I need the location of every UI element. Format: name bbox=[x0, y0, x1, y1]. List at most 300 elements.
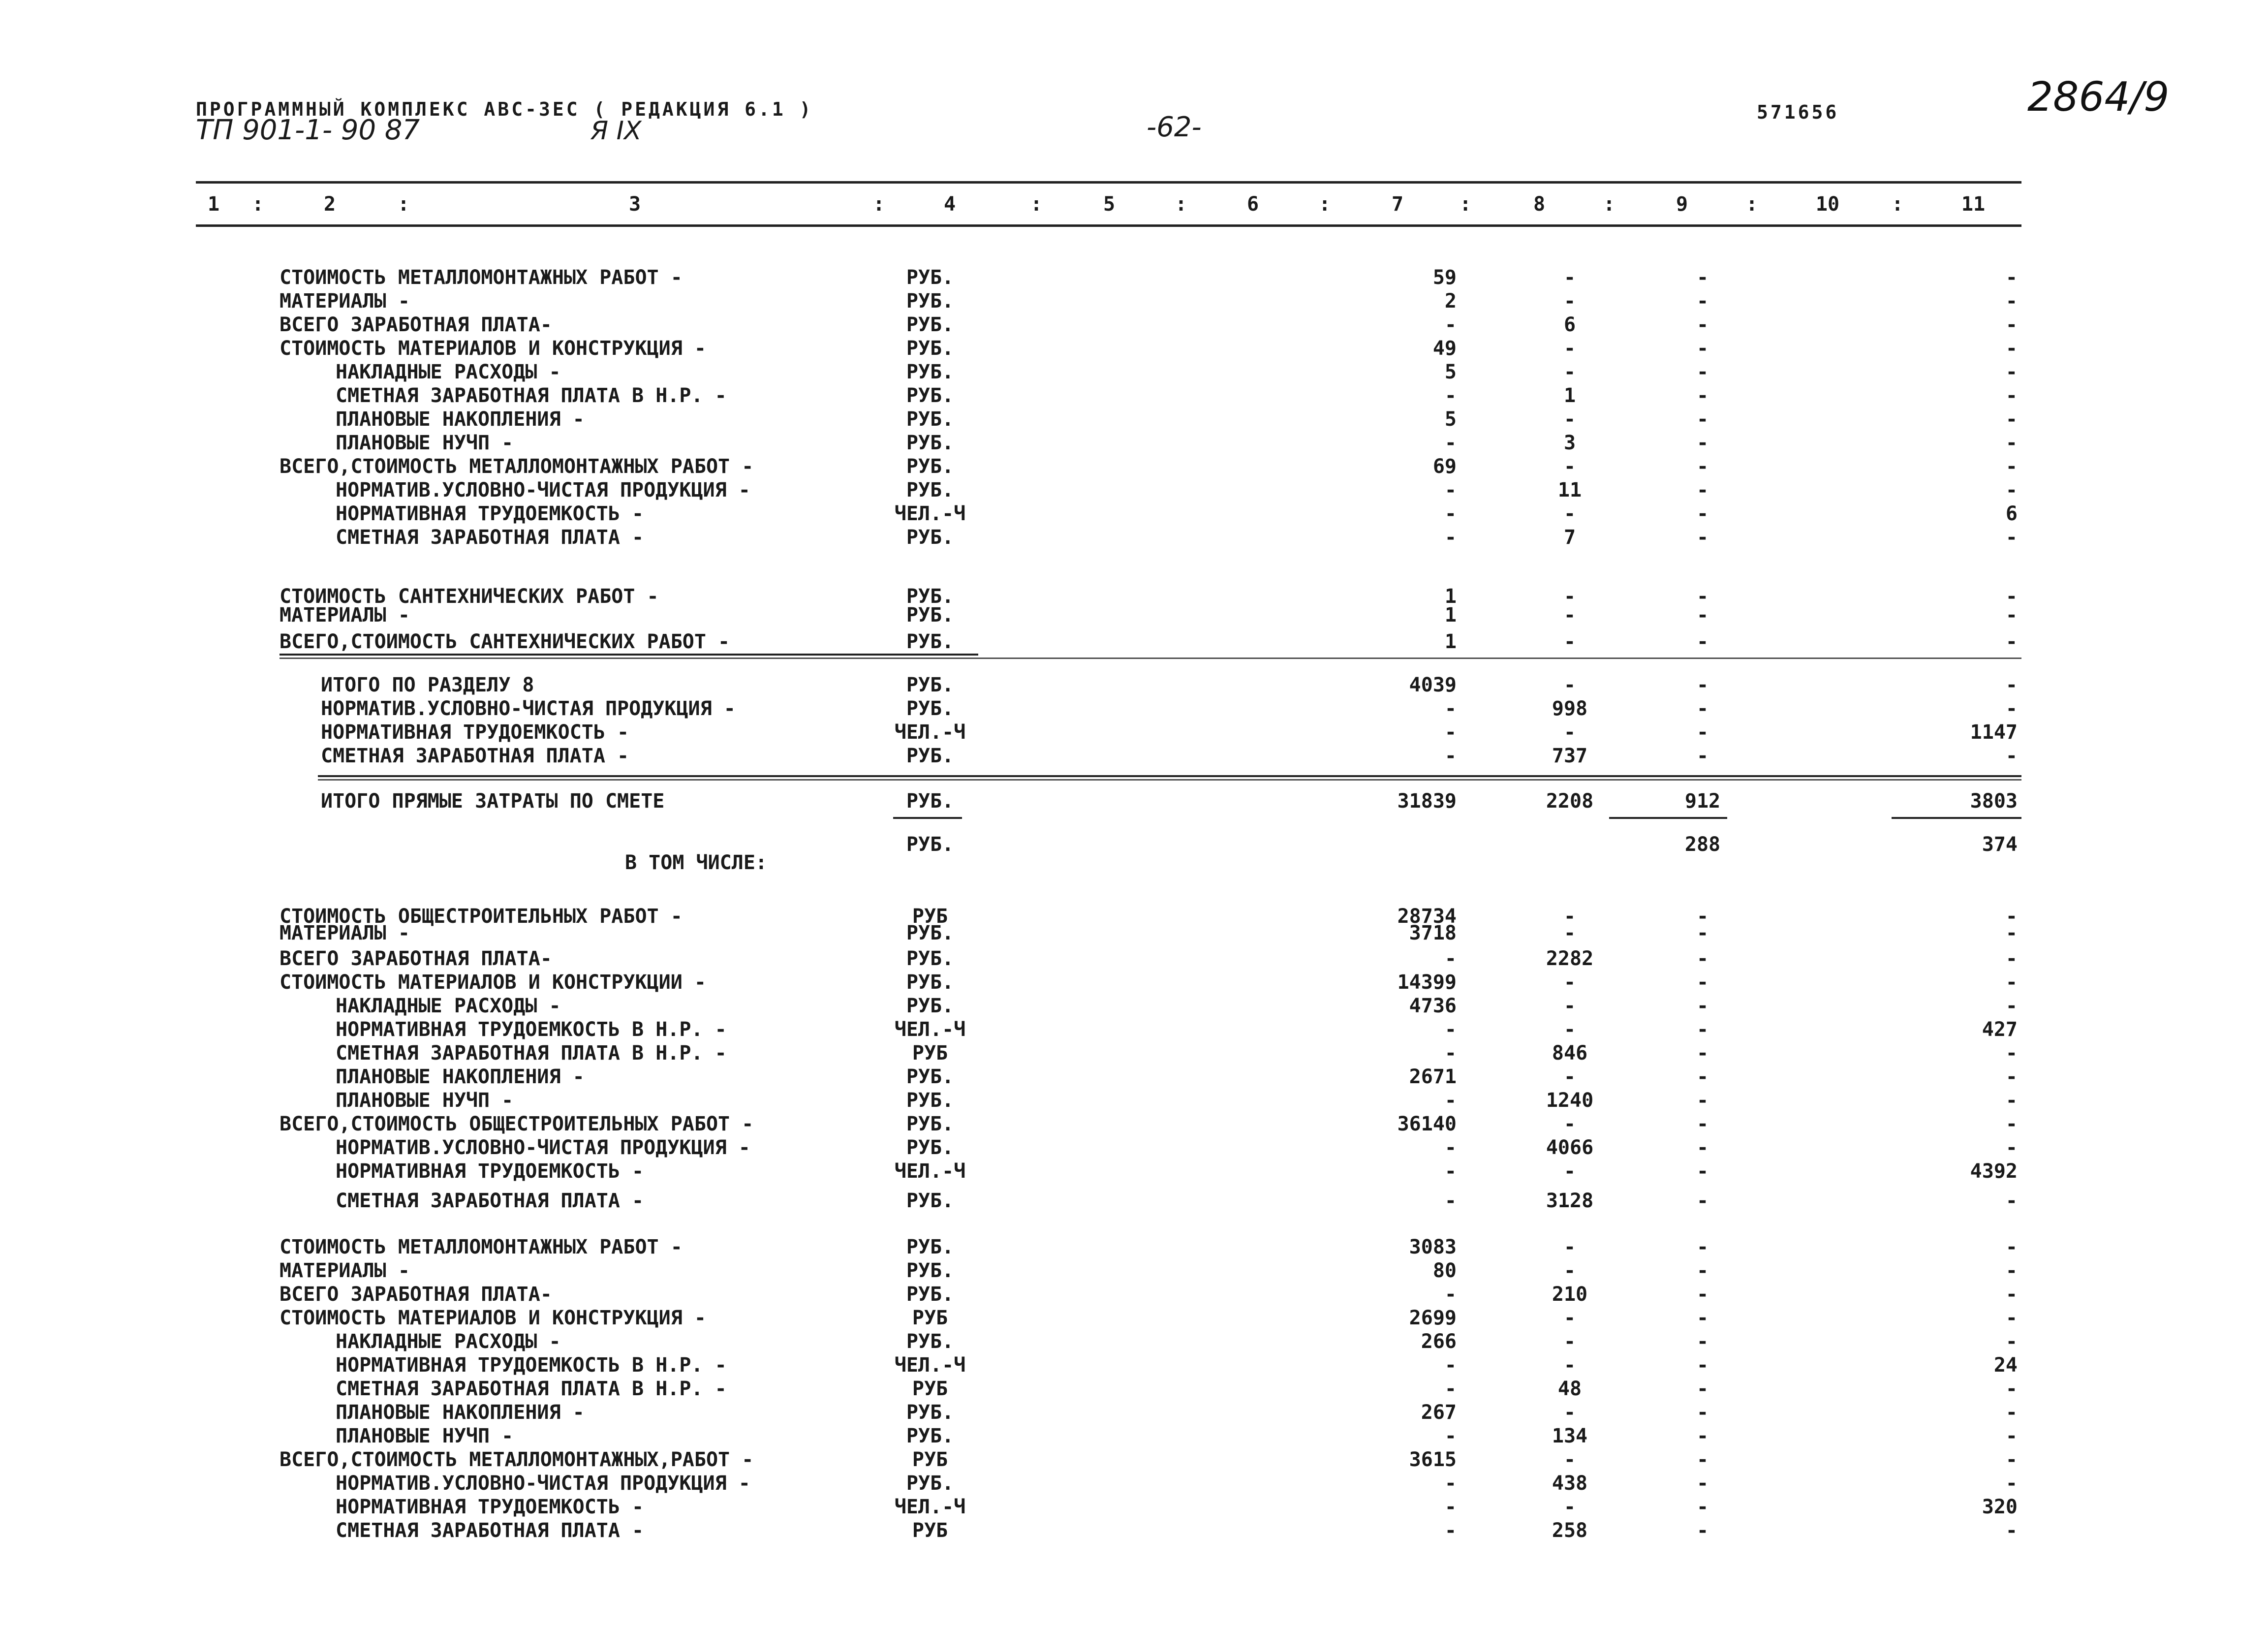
table-row bbox=[0, 1235, 2268, 1259]
unit-cell: РУБ. bbox=[906, 290, 954, 313]
unit-cell: РУБ. bbox=[906, 604, 954, 627]
column-8-value: - bbox=[1563, 408, 1576, 431]
column-7-value: 267 bbox=[1421, 1401, 1457, 1424]
column-7-value: 69 bbox=[1432, 455, 1457, 478]
column-8-value: 7 bbox=[1563, 526, 1576, 549]
column-9-value: - bbox=[1696, 1330, 1709, 1353]
unit-cell: РУБ. bbox=[906, 833, 954, 856]
column-8-value: 1240 bbox=[1546, 1089, 1594, 1112]
column-8-value: 4066 bbox=[1546, 1136, 1594, 1159]
row-label: НАКЛАДНЫЕ РАСХОДЫ - bbox=[336, 995, 561, 1017]
column-11-value: 3803 bbox=[1970, 790, 2018, 813]
subheading: В ТОМ ЧИСЛЕ: bbox=[625, 851, 767, 874]
unit-cell: РУБ. bbox=[906, 1190, 954, 1212]
column-8-value: 134 bbox=[1552, 1425, 1588, 1447]
row-label: НОРМАТИВНАЯ ТРУДОЕМКОСТЬ - bbox=[336, 502, 644, 525]
document-code: 571656 bbox=[1757, 101, 1839, 123]
column-8-value: 846 bbox=[1552, 1042, 1588, 1065]
unit-cell: РУБ. bbox=[906, 674, 954, 696]
subtotal-rule bbox=[1609, 817, 1727, 819]
column-8-value: 210 bbox=[1552, 1283, 1588, 1306]
column-8-value: - bbox=[1563, 995, 1576, 1017]
column-7-value: - bbox=[1444, 745, 1457, 767]
table-row bbox=[0, 1160, 2268, 1183]
column-11-value: - bbox=[2005, 947, 2018, 970]
section-mark: Я IX bbox=[590, 116, 642, 146]
column-8-value: - bbox=[1563, 1496, 1576, 1518]
column-11-value: - bbox=[2005, 604, 2018, 627]
table-row bbox=[0, 673, 2268, 697]
column-11-value: 6 bbox=[2005, 502, 2018, 525]
unit-cell: РУБ. bbox=[906, 1472, 954, 1495]
column-9-value: - bbox=[1696, 697, 1709, 720]
row-label: НОРМАТИВНАЯ ТРУДОЕМКОСТЬ - bbox=[336, 1160, 644, 1183]
column-9-value: - bbox=[1696, 745, 1709, 767]
header-rule-top bbox=[196, 181, 2021, 184]
column-7-value: 3083 bbox=[1409, 1236, 1457, 1258]
column-number: 8 bbox=[1533, 193, 1546, 216]
column-9-value: - bbox=[1696, 1448, 1709, 1471]
column-8-value: - bbox=[1563, 1236, 1576, 1258]
column-8-value: - bbox=[1563, 1307, 1576, 1329]
column-8-value: 2282 bbox=[1546, 947, 1594, 970]
column-8-value: - bbox=[1563, 1113, 1576, 1135]
section-rule bbox=[318, 775, 2021, 777]
table-row bbox=[0, 789, 2268, 813]
column-7-value: 49 bbox=[1432, 337, 1457, 360]
column-8-value: 6 bbox=[1563, 313, 1576, 336]
table-row bbox=[0, 502, 2268, 526]
table-row bbox=[0, 1330, 2268, 1353]
row-label: ПЛАНОВЫЕ НУЧП - bbox=[336, 1425, 514, 1447]
column-11-value: - bbox=[2005, 432, 2018, 454]
column-11-value: 1147 bbox=[1970, 721, 2018, 744]
column-11-value: - bbox=[2005, 1401, 2018, 1424]
unit-cell: РУБ. bbox=[906, 1113, 954, 1135]
column-7-value: - bbox=[1444, 1425, 1457, 1447]
column-7-value: 1 bbox=[1444, 585, 1457, 608]
column-7-value: - bbox=[1444, 1018, 1457, 1041]
column-9-value: - bbox=[1696, 479, 1709, 502]
unit-cell: РУБ bbox=[912, 1042, 948, 1065]
column-11-value: - bbox=[2005, 1066, 2018, 1088]
table-row bbox=[0, 360, 2268, 384]
table-row bbox=[0, 1041, 2268, 1065]
column-11-value: - bbox=[2005, 361, 2018, 383]
archive-number: 2864/9 bbox=[2027, 74, 2170, 121]
column-11-value: - bbox=[2005, 337, 2018, 360]
unit-cell: РУБ bbox=[912, 1448, 948, 1471]
table-row bbox=[0, 1472, 2268, 1495]
column-7-value: - bbox=[1444, 526, 1457, 549]
column-7-value: 1 bbox=[1444, 604, 1457, 627]
row-label: СТОИМОСТЬ МАТЕРИАЛОВ И КОНСТРУКЦИЯ - bbox=[280, 337, 706, 360]
column-9-value: 288 bbox=[1684, 833, 1721, 856]
column-9-value: - bbox=[1696, 1042, 1709, 1065]
unit-cell: РУБ. bbox=[906, 1259, 954, 1282]
table-row bbox=[0, 526, 2268, 549]
column-7-value: - bbox=[1444, 479, 1457, 502]
unit-cell: РУБ. bbox=[906, 479, 954, 502]
table-row bbox=[0, 1136, 2268, 1160]
table-row bbox=[0, 289, 2268, 313]
column-11-value: - bbox=[2005, 1190, 2018, 1212]
column-7-value: 5 bbox=[1444, 408, 1457, 431]
row-label: СТОИМОСТЬ МАТЕРИАЛОВ И КОНСТРУКЦИЯ - bbox=[280, 1307, 706, 1329]
row-label: МАТЕРИАЛЫ - bbox=[280, 604, 410, 627]
column-8-value: 258 bbox=[1552, 1519, 1588, 1542]
column-11-value: - bbox=[2005, 1378, 2018, 1400]
row-label: ВСЕГО,СТОИМОСТЬ МЕТАЛЛОМОНТАЖНЫХ,РАБОТ - bbox=[280, 1448, 754, 1471]
column-11-value: - bbox=[2005, 1425, 2018, 1447]
table-row bbox=[0, 337, 2268, 360]
unit-cell: РУБ bbox=[912, 1307, 948, 1329]
column-9-value: - bbox=[1696, 1425, 1709, 1447]
row-label: НАКЛАДНЫЕ РАСХОДЫ - bbox=[336, 361, 561, 383]
unit-cell: ЧЕЛ.-Ч bbox=[894, 721, 966, 744]
row-label: ПЛАНОВЫЕ НУЧП - bbox=[336, 1089, 514, 1112]
column-8-value: - bbox=[1563, 1448, 1576, 1471]
column-11-value: - bbox=[2005, 1283, 2018, 1306]
table-row bbox=[0, 921, 2268, 945]
unit-cell: РУБ. bbox=[906, 697, 954, 720]
column-9-value: - bbox=[1696, 502, 1709, 525]
column-8-value: - bbox=[1563, 604, 1576, 627]
column-11-value: - bbox=[2005, 697, 2018, 720]
column-7-value: - bbox=[1444, 502, 1457, 525]
table-row bbox=[0, 1306, 2268, 1330]
column-8-value: - bbox=[1563, 674, 1576, 696]
column-11-value: - bbox=[2005, 922, 2018, 944]
column-7-value: 1 bbox=[1444, 630, 1457, 653]
column-11-value: - bbox=[2005, 455, 2018, 478]
table-row bbox=[0, 266, 2268, 289]
column-number: 3 bbox=[628, 193, 641, 216]
column-8-value: - bbox=[1563, 361, 1576, 383]
unit-cell: РУБ. bbox=[906, 922, 954, 944]
unit-cell: РУБ. bbox=[906, 1236, 954, 1258]
unit-cell: РУБ. bbox=[906, 1136, 954, 1159]
table-row bbox=[0, 1353, 2268, 1377]
table-row bbox=[0, 1519, 2268, 1542]
column-7-value: - bbox=[1444, 721, 1457, 744]
unit-cell: ЧЕЛ.-Ч bbox=[894, 1160, 966, 1183]
column-9-value: - bbox=[1696, 674, 1709, 696]
column-number: 5 bbox=[1103, 193, 1116, 216]
column-11-value: - bbox=[2005, 630, 2018, 653]
row-label: ПЛАНОВЫЕ НАКОПЛЕНИЯ - bbox=[336, 1401, 585, 1424]
table-row bbox=[0, 697, 2268, 721]
column-8-value: - bbox=[1563, 1259, 1576, 1282]
column-8-value: - bbox=[1563, 721, 1576, 744]
column-7-value: - bbox=[1444, 1496, 1457, 1518]
table-row bbox=[0, 1089, 2268, 1112]
row-label: СТОИМОСТЬ МЕТАЛЛОМОНТАЖНЫХ РАБОТ - bbox=[280, 1236, 683, 1258]
column-8-value: - bbox=[1563, 1018, 1576, 1041]
column-8-value: 438 bbox=[1552, 1472, 1588, 1495]
column-7-value: 4039 bbox=[1409, 674, 1457, 696]
section-rule bbox=[280, 658, 2021, 659]
column-7-value: 59 bbox=[1432, 266, 1457, 289]
unit-cell: РУБ. bbox=[906, 1401, 954, 1424]
column-8-value: - bbox=[1563, 1066, 1576, 1088]
column-7-value: - bbox=[1444, 1472, 1457, 1495]
column-9-value: - bbox=[1696, 1066, 1709, 1088]
column-11-value: - bbox=[2005, 290, 2018, 313]
column-9-value: - bbox=[1696, 1136, 1709, 1159]
row-label: НОРМАТИВ.УСЛОВНО-ЧИСТАЯ ПРОДУКЦИЯ - bbox=[336, 479, 750, 502]
column-9-value: - bbox=[1696, 1378, 1709, 1400]
column-number: 4 bbox=[943, 193, 956, 216]
column-8-value: - bbox=[1563, 585, 1576, 608]
unit-cell: РУБ. bbox=[906, 1425, 954, 1447]
column-11-value: - bbox=[2005, 1259, 2018, 1282]
table-row bbox=[0, 744, 2268, 768]
column-8-value: 11 bbox=[1557, 479, 1582, 502]
column-11-value: - bbox=[2005, 585, 2018, 608]
column-9-value: - bbox=[1696, 922, 1709, 944]
column-9-value: - bbox=[1696, 1236, 1709, 1258]
unit-cell: РУБ. bbox=[906, 455, 954, 478]
row-label: ВСЕГО ЗАРАБОТНАЯ ПЛАТА- bbox=[280, 947, 552, 970]
table-row bbox=[0, 994, 2268, 1018]
row-label: ИТОГО ПО РАЗДЕЛУ 8 bbox=[321, 674, 534, 696]
row-label: ПЛАНОВЫЕ НУЧП - bbox=[336, 432, 514, 454]
column-9-value: - bbox=[1696, 337, 1709, 360]
unit-cell: РУБ bbox=[912, 905, 948, 928]
table-row bbox=[0, 1189, 2268, 1213]
unit-cell: РУБ. bbox=[906, 947, 954, 970]
row-label: ВСЕГО,СТОИМОСТЬ САНТЕХНИЧЕСКИХ РАБОТ - bbox=[280, 630, 730, 653]
column-8-value: 1 bbox=[1563, 384, 1576, 407]
table-row bbox=[0, 1401, 2268, 1424]
column-9-value: - bbox=[1696, 995, 1709, 1017]
column-9-value: - bbox=[1696, 1089, 1709, 1112]
column-7-value: 5 bbox=[1444, 361, 1457, 383]
column-number: 9 bbox=[1676, 193, 1688, 216]
column-9-value: - bbox=[1696, 361, 1709, 383]
row-label: НОРМАТИВНАЯ ТРУДОЕМКОСТЬ В Н.Р. - bbox=[336, 1018, 727, 1041]
column-8-value: - bbox=[1563, 971, 1576, 994]
column-9-value: - bbox=[1696, 1472, 1709, 1495]
row-label: НОРМАТИВ.УСЛОВНО-ЧИСТАЯ ПРОДУКЦИЯ - bbox=[336, 1472, 750, 1495]
column-8-value: 48 bbox=[1557, 1378, 1582, 1400]
column-8-value: - bbox=[1563, 1160, 1576, 1183]
column-11-value: - bbox=[2005, 266, 2018, 289]
unit-cell: ЧЕЛ.-Ч bbox=[894, 1354, 966, 1377]
row-label: СТОИМОСТЬ ОБЩЕСТРОИТЕЛЬНЫХ РАБОТ - bbox=[280, 905, 683, 928]
column-7-value: 36140 bbox=[1397, 1113, 1457, 1135]
table-row bbox=[0, 971, 2268, 994]
row-label: НАКЛАДНЫЕ РАСХОДЫ - bbox=[336, 1330, 561, 1353]
column-9-value: - bbox=[1696, 1259, 1709, 1282]
column-9-value: - bbox=[1696, 1190, 1709, 1212]
table-row bbox=[0, 603, 2268, 627]
column-7-value: 2671 bbox=[1409, 1066, 1457, 1088]
column-7-value: - bbox=[1444, 1160, 1457, 1183]
unit-cell: РУБ. bbox=[906, 745, 954, 767]
column-9-value: - bbox=[1696, 455, 1709, 478]
unit-cell: РУБ. bbox=[906, 384, 954, 407]
column-7-value: - bbox=[1444, 1042, 1457, 1065]
row-label: СМЕТНАЯ ЗАРАБОТНАЯ ПЛАТА - bbox=[336, 1190, 644, 1212]
unit-cell: РУБ. bbox=[906, 1330, 954, 1353]
column-7-value: - bbox=[1444, 1519, 1457, 1542]
unit-cell: РУБ. bbox=[906, 432, 954, 454]
subtotal-rule bbox=[893, 817, 962, 819]
column-8-value: - bbox=[1563, 630, 1576, 653]
row-label: МАТЕРИАЛЫ - bbox=[280, 922, 410, 944]
column-number: 1 bbox=[207, 193, 220, 216]
column-7-value: 2 bbox=[1444, 290, 1457, 313]
column-8-value: - bbox=[1563, 337, 1576, 360]
column-9-value: - bbox=[1696, 947, 1709, 970]
column-7-value: - bbox=[1444, 1190, 1457, 1212]
column-8-value: - bbox=[1563, 1401, 1576, 1424]
table-row bbox=[0, 478, 2268, 502]
unit-cell: РУБ. bbox=[906, 971, 954, 994]
column-number: 11 bbox=[1961, 193, 1986, 216]
unit-cell: РУБ. bbox=[906, 585, 954, 608]
unit-cell: ЧЕЛ.-Ч bbox=[894, 502, 966, 525]
column-11-value: - bbox=[2005, 1307, 2018, 1329]
column-11-value: 427 bbox=[1982, 1018, 2018, 1041]
column-11-value: - bbox=[2005, 384, 2018, 407]
column-9-value: - bbox=[1696, 1401, 1709, 1424]
column-11-value: - bbox=[2005, 674, 2018, 696]
column-11-value: - bbox=[2005, 1089, 2018, 1112]
column-11-value: - bbox=[2005, 1136, 2018, 1159]
column-8-value: - bbox=[1563, 905, 1576, 928]
column-11-value: - bbox=[2005, 905, 2018, 928]
column-9-value: - bbox=[1696, 905, 1709, 928]
row-label: СМЕТНАЯ ЗАРАБОТНАЯ ПЛАТА В Н.Р. - bbox=[336, 1378, 727, 1400]
row-label: ВСЕГО,СТОИМОСТЬ ОБЩЕСТРОИТЕЛЬНЫХ РАБОТ - bbox=[280, 1113, 754, 1135]
table-row bbox=[0, 1283, 2268, 1306]
column-8-value: - bbox=[1563, 290, 1576, 313]
column-9-value: - bbox=[1696, 1307, 1709, 1329]
unit-cell: ЧЕЛ.-Ч bbox=[894, 1496, 966, 1518]
table-row bbox=[0, 1065, 2268, 1089]
column-7-value: 28734 bbox=[1397, 905, 1457, 928]
column-9-value: - bbox=[1696, 384, 1709, 407]
unit-cell: РУБ. bbox=[906, 408, 954, 431]
column-8-value: 3128 bbox=[1546, 1190, 1594, 1212]
unit-cell: РУБ bbox=[912, 1519, 948, 1542]
column-7-value: - bbox=[1444, 1283, 1457, 1306]
column-9-value: - bbox=[1696, 1283, 1709, 1306]
table-row bbox=[0, 630, 2268, 654]
section-rule bbox=[318, 779, 2021, 781]
column-11-value: - bbox=[2005, 408, 2018, 431]
column-7-value: - bbox=[1444, 1378, 1457, 1400]
unit-cell: РУБ. bbox=[906, 630, 954, 653]
unit-cell: РУБ bbox=[912, 1378, 948, 1400]
table-row bbox=[0, 833, 2268, 856]
table-row bbox=[0, 1018, 2268, 1041]
program-title: ПРОГРАММНЫЙ КОМПЛЕКС АВС-3ЕС ( РЕДАКЦИЯ 6.1 ) bbox=[196, 98, 813, 120]
column-7-value: 266 bbox=[1421, 1330, 1457, 1353]
column-9-value: - bbox=[1696, 266, 1709, 289]
column-8-value: - bbox=[1563, 266, 1576, 289]
column-8-value: - bbox=[1563, 922, 1576, 944]
row-label: ВСЕГО,СТОИМОСТЬ МЕТАЛЛОМОНТАЖНЫХ РАБОТ - bbox=[280, 455, 754, 478]
document-page: ПРОГРАММНЫЙ КОМПЛЕКС АВС-3ЕС ( РЕДАКЦИЯ 6.1 ) ТП 901-1- 90 87 Я IX -62- 571656 2864/9 1 : 2 : 3 : 4 : 5 : 6 : 7 : 8 : 9 : 10 : 11 В ТОМ ЧИСЛЕ: СТОИМОСТЬ МЕТАЛЛОМОНТАЖНЫХ РАБОТ - РУБ. 59 - - - МАТЕРИАЛЫ - РУБ. 2 - - - ВСЕГО ЗАРАБОТНАЯ ПЛАТА- РУБ. - 6 - - СТОИМОСТЬ МАТЕРИАЛОВ И КОНСТРУКЦИЯ - РУБ. 49 - - - НАКЛАДНЫЕ РАСХОДЫ - РУБ. 5 - - - СМЕТНАЯ ЗАРАБОТНАЯ ПЛАТА В Н.Р. - РУБ. - 1 - - ПЛАНОВЫЕ НАКОПЛЕНИЯ - РУБ. 5 - - - ПЛАНОВЫЕ НУЧП - РУБ. - 3 - - ВСЕГО,СТОИМОСТЬ МЕТАЛЛОМОНТАЖНЫХ РАБОТ - РУБ. 69 - - - НОРМАТИВ.УСЛОВНО-ЧИСТАЯ ПРОДУКЦИЯ - РУБ. - 11 - - НОРМАТИВНАЯ ТРУДОЕМКОСТЬ - ЧЕЛ.-Ч - - - 6 СМЕТНАЯ ЗАРАБОТНАЯ ПЛАТА - РУБ. - 7 - - СТОИМОСТЬ САНТЕХНИЧЕСКИХ РАБОТ - РУБ. 1 - - - МАТЕРИАЛЫ - РУБ. 1 - - - ВСЕГО,СТОИМОСТЬ САНТЕХНИЧЕСКИХ РАБОТ - РУБ. 1 - - - ИТОГО ПО РАЗДЕЛУ 8 РУБ. 4039 - - - НОРМАТИВ.УСЛОВНО-ЧИСТАЯ ПРОДУКЦИЯ - РУБ. - 998 - - НОРМАТИВНАЯ ТРУДОЕМКОСТЬ - ЧЕЛ.-Ч - - - 1147 СМЕТНАЯ ЗАРАБОТНАЯ ПЛАТА - РУБ. - 737 - - ИТОГО ПРЯМЫЕ ЗАТРАТЫ ПО СМЕТЕ РУБ. 31839 2208 912 3803 РУБ. 288 374 СТОИМОСТЬ ОБЩЕСТРОИТЕЛЬНЫХ РАБОТ - РУБ 28734 - - - МАТЕРИАЛЫ - РУБ. 3718 - - - ВСЕГО ЗАРАБОТНАЯ ПЛАТА- РУБ. - 2282 - - СТОИМОСТЬ МАТЕРИАЛОВ И КОНСТРУКЦИИ - РУБ. 14399 - - - НАКЛАДНЫЕ РАСХОДЫ - РУБ. 4736 - - - НОРМАТИВНАЯ ТРУДОЕМКОСТЬ В Н.Р. - ЧЕЛ.-Ч - - - 427 СМЕТНАЯ ЗАРАБОТНАЯ ПЛАТА В Н.Р. - РУБ - 846 - - ПЛАНОВЫЕ НАКОПЛЕНИЯ - РУБ. 2671 - - - ПЛАНОВЫЕ НУЧП - РУБ. - 1240 - - ВСЕГО,СТОИМОСТЬ ОБЩЕСТРОИТЕЛЬНЫХ РАБОТ - РУБ. 36140 - - - НОРМАТИВ.УСЛОВНО-ЧИСТАЯ ПРОДУКЦИЯ - РУБ. - 4066 - - НОРМАТИВНАЯ ТРУДОЕМКОСТЬ - ЧЕЛ.-Ч - - - 4392 СМЕТНАЯ ЗАРАБОТНАЯ ПЛАТА - РУБ. - 3128 - - СТОИМОСТЬ МЕТАЛЛОМОНТАЖНЫХ РАБОТ - РУБ. 3083 - - - МАТЕРИАЛЫ - РУБ. 80 - - - ВСЕГО ЗАРАБОТНАЯ ПЛАТА- РУБ. - 210 - - СТОИМОСТЬ МАТЕРИАЛОВ И КОНСТРУКЦИЯ - РУБ 2699 - - - НАКЛАДНЫЕ РАСХОДЫ - РУБ. 266 - - - НОРМАТИВНАЯ ТРУДОЕМКОСТЬ В Н.Р. - ЧЕЛ.-Ч - - - 24 СМЕТНАЯ ЗАРАБОТНАЯ ПЛАТА В Н.Р. - РУБ - 48 - - ПЛАНОВЫЕ НАКОПЛЕНИЯ - РУБ. 267 - - - ПЛАНОВЫЕ НУЧП - РУБ. - 134 - - ВСЕГО,СТОИМОСТЬ МЕТАЛЛОМОНТАЖНЫХ,РАБОТ - РУБ 3615 - - - НОРМАТИВ.УСЛОВНО-ЧИСТАЯ ПРОДУКЦИЯ - РУБ. - 438 - - НОРМАТИВНАЯ ТРУДОЕМКОСТЬ - ЧЕЛ.-Ч - - - 320 СМЕТНАЯ ЗАРАБОТНАЯ ПЛАТА - РУБ - 258 - - bbox=[0, 0, 2268, 1630]
column-7-value: 4736 bbox=[1409, 995, 1457, 1017]
table-row bbox=[0, 1259, 2268, 1283]
table-row bbox=[0, 431, 2268, 455]
column-11-value: - bbox=[2005, 1519, 2018, 1542]
column-7-value: - bbox=[1444, 432, 1457, 454]
unit-cell: ЧЕЛ.-Ч bbox=[894, 1018, 966, 1041]
unit-cell: РУБ. bbox=[906, 1089, 954, 1112]
row-label: ВСЕГО ЗАРАБОТНАЯ ПЛАТА- bbox=[280, 1283, 552, 1306]
unit-cell: РУБ. bbox=[906, 361, 954, 383]
column-9-value: - bbox=[1696, 1018, 1709, 1041]
column-9-value: - bbox=[1696, 971, 1709, 994]
column-9-value: - bbox=[1696, 1160, 1709, 1183]
row-label: НОРМАТИВНАЯ ТРУДОЕМКОСТЬ В Н.Р. - bbox=[336, 1354, 727, 1377]
column-number: 10 bbox=[1815, 193, 1840, 216]
column-9-value: - bbox=[1696, 526, 1709, 549]
column-11-value: 374 bbox=[1982, 833, 2018, 856]
column-11-value: - bbox=[2005, 1448, 2018, 1471]
column-11-value: 24 bbox=[1993, 1354, 2018, 1377]
unit-cell: РУБ. bbox=[906, 526, 954, 549]
row-label: СМЕТНАЯ ЗАРАБОТНАЯ ПЛАТА - bbox=[336, 1519, 644, 1542]
column-9-value: - bbox=[1696, 432, 1709, 454]
column-8-value: - bbox=[1563, 1354, 1576, 1377]
page-number: -62- bbox=[1147, 111, 1202, 143]
column-9-value: - bbox=[1696, 1113, 1709, 1135]
subtotal-rule bbox=[1892, 817, 2021, 819]
column-number: 7 bbox=[1391, 193, 1404, 216]
table-row bbox=[0, 1448, 2268, 1472]
table-row bbox=[0, 721, 2268, 744]
row-label: НОРМАТИВНАЯ ТРУДОЕМКОСТЬ - bbox=[321, 721, 629, 744]
column-11-value: - bbox=[2005, 1330, 2018, 1353]
table-row bbox=[0, 1377, 2268, 1401]
column-7-value: 80 bbox=[1432, 1259, 1457, 1282]
section-rule bbox=[280, 654, 978, 656]
column-8-value: - bbox=[1563, 1330, 1576, 1353]
row-label: СТОИМОСТЬ МАТЕРИАЛОВ И КОНСТРУКЦИИ - bbox=[280, 971, 706, 994]
column-11-value: 4392 bbox=[1970, 1160, 2018, 1183]
unit-cell: РУБ. bbox=[906, 313, 954, 336]
column-number: 6 bbox=[1246, 193, 1259, 216]
column-7-value: - bbox=[1444, 697, 1457, 720]
column-9-value: - bbox=[1696, 604, 1709, 627]
column-8-value: - bbox=[1563, 502, 1576, 525]
column-7-value: - bbox=[1444, 1354, 1457, 1377]
row-label: НОРМАТИВ.УСЛОВНО-ЧИСТАЯ ПРОДУКЦИЯ - bbox=[336, 1136, 750, 1159]
column-9-value: 912 bbox=[1684, 790, 1721, 813]
column-9-value: - bbox=[1696, 1519, 1709, 1542]
column-9-value: - bbox=[1696, 721, 1709, 744]
column-11-value: - bbox=[2005, 971, 2018, 994]
column-8-value: 2208 bbox=[1546, 790, 1594, 813]
column-7-value: 2699 bbox=[1409, 1307, 1457, 1329]
table-row bbox=[0, 313, 2268, 337]
column-7-value: 14399 bbox=[1397, 971, 1457, 994]
column-number: 2 bbox=[323, 193, 336, 216]
column-7-value: - bbox=[1444, 1089, 1457, 1112]
unit-cell: РУБ. bbox=[906, 790, 954, 813]
row-label: ПЛАНОВЫЕ НАКОПЛЕНИЯ - bbox=[336, 1066, 585, 1088]
column-11-value: - bbox=[2005, 1113, 2018, 1135]
unit-cell: РУБ. bbox=[906, 1283, 954, 1306]
row-label: СМЕТНАЯ ЗАРАБОТНАЯ ПЛАТА В Н.Р. - bbox=[336, 384, 727, 407]
